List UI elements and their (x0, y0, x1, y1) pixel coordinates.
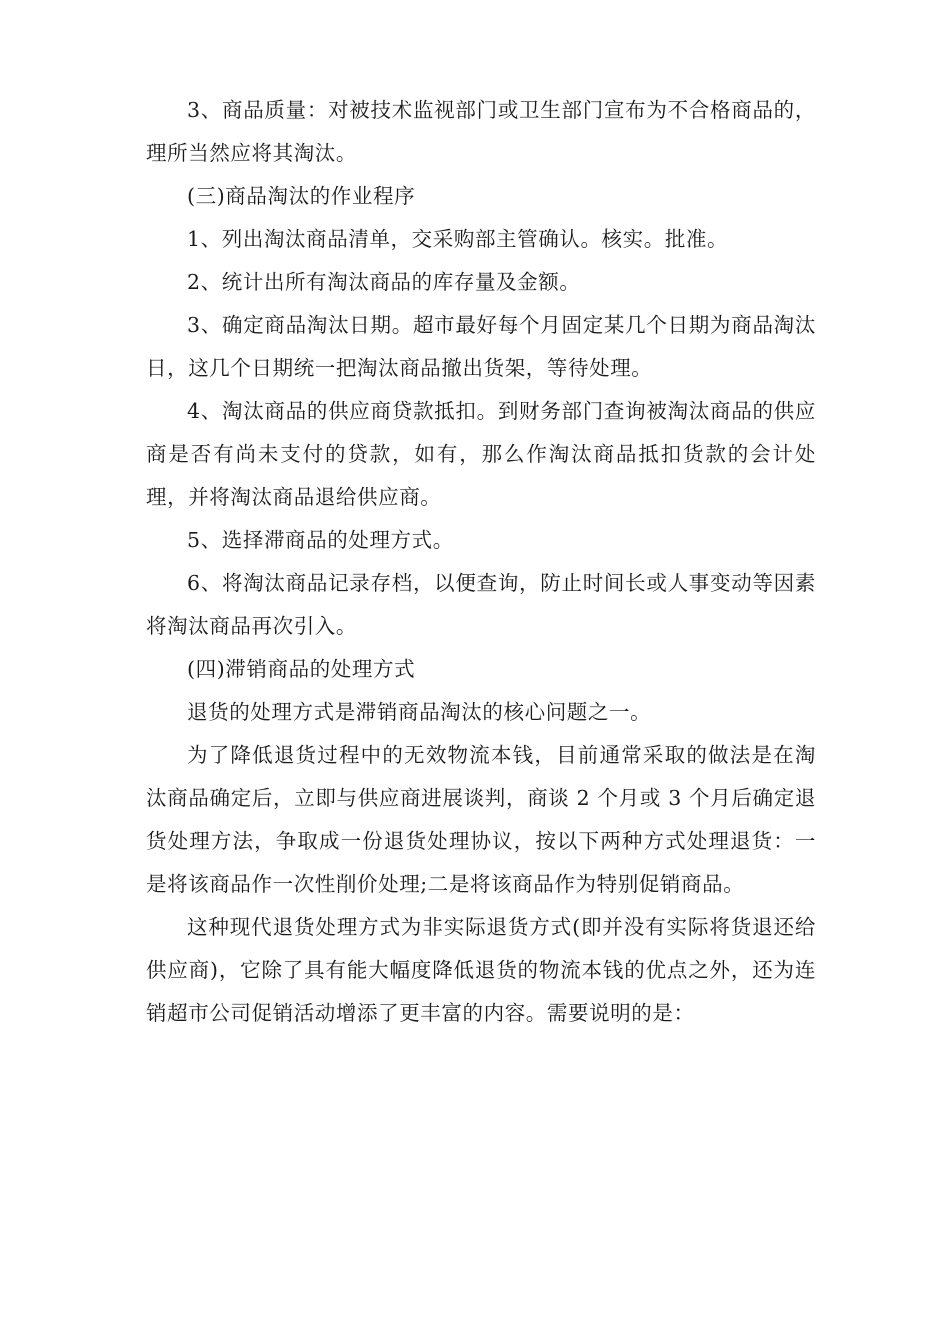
paragraph-step-3: 3、确定商品淘汰日期。超市最好每个月固定某几个日期为商品淘汰日，这几个日期统一把淘汰商品撤出货架，等待处理。 (146, 313, 816, 380)
paragraph-modern-return: 这种现代退货处理方式为非实际退货方式(即并没有实际将货退还给供应商)，它除了具有能大幅度降低退货的物流本钱的优点之外，还为连销超市公司促销活动增添了更丰富的内容。需要说明的是： (146, 915, 816, 1025)
paragraph-return-cost: 为了降低退货过程中的无效物流本钱，目前通常采取的做法是在淘汰商品确定后，立即与供应商进展谈判，商谈 2 个月或 3 个月后确定退货处理方法，争取成一份退货处理协议，按以下两种方式处理退货：一是将该商品作一次性削价处理;二是将该商品作为特别促销商品。 (146, 743, 816, 896)
heading-elimination-procedure: (三)商品淘汰的作业程序 (187, 184, 416, 208)
paragraph-step-4: 4、淘汰商品的供应商贷款抵扣。到财务部门查询被淘汰商品的供应商是否有尚未支付的贷款，如有，那么作淘汰商品抵扣货款的会计处理，并将淘汰商品退给供应商。 (146, 399, 816, 509)
paragraph-product-quality: 3、商品质量：对被技术监视部门或卫生部门宣布为不合格商品的，理所当然应将其淘汰。 (146, 98, 816, 165)
paragraph-step-5: 5、选择滞商品的处理方式。 (187, 528, 454, 552)
paragraph-return-core: 退货的处理方式是滞销商品淘汰的核心问题之一。 (187, 700, 652, 724)
paragraph-step-6: 6、将淘汰商品记录存档，以便查询，防止时间长或人事变动等因素将淘汰商品再次引入。 (146, 571, 816, 638)
paragraph-step-1: 1、列出淘汰商品清单，交采购部主管确认。核实。批准。 (187, 227, 729, 251)
document-body (146, 89, 816, 1035)
heading-slow-moving-handling: (四)滞销商品的处理方式 (187, 657, 416, 681)
paragraph-step-2: 2、统计出所有淘汰商品的库存量及金额。 (187, 270, 581, 294)
